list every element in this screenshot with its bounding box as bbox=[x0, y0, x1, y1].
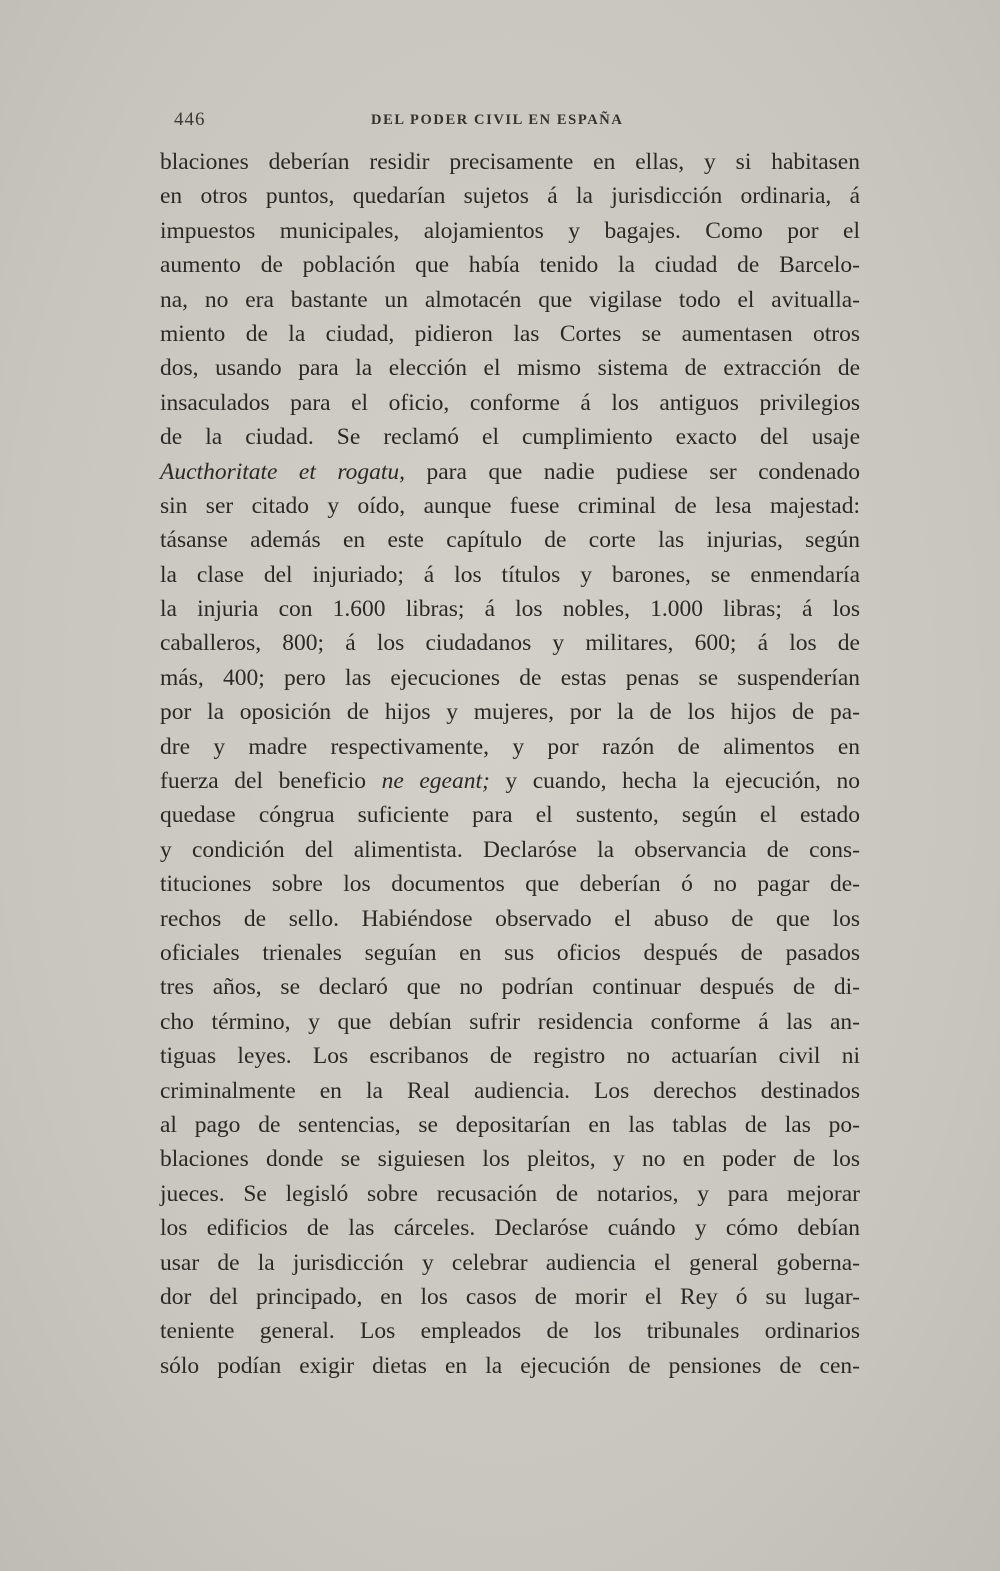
text-segment: y cuando, hecha la ejecución, no bbox=[489, 768, 860, 795]
text-line: caballeros, 800; á los ciudadanos y militares, 600; á los de bbox=[160, 630, 860, 657]
text-line: tituciones sobre los documentos que deberían ó no pagar de- bbox=[160, 871, 860, 898]
page-header bbox=[168, 109, 868, 139]
text-line: blaciones deberían residir precisamente en ellas, y si habitasen bbox=[160, 149, 860, 175]
text-line: cho término, y que debían sufrir residencia conforme á las an- bbox=[160, 1008, 860, 1035]
text-line: de la ciudad. Se reclamó el cumplimiento exacto del usaje bbox=[160, 424, 860, 451]
text-line: y condición del alimentista. Declaróse la observancia de cons- bbox=[160, 836, 860, 863]
text-line: en otros puntos, quedarían sujetos á la jurisdicción ordinaria, á bbox=[160, 183, 860, 210]
text-line: al pago de sentencias, se depositarían en las tablas de las po- bbox=[160, 1111, 860, 1138]
text-line: los edificios de las cárceles. Declaróse cuándo y cómo debían bbox=[160, 1215, 860, 1242]
text-line bbox=[160, 455, 860, 489]
text-line: blaciones donde se siguiesen los pleitos, y no en poder de los bbox=[160, 1146, 860, 1173]
text-line bbox=[160, 764, 860, 798]
text-line: tres años, se declaró que no podrían continuar después de di- bbox=[160, 974, 860, 1001]
running-title: DEL PODER CIVIL EN ESPAÑA bbox=[371, 112, 624, 128]
text-line: teniente general. Los empleados de los tribunales ordinarios bbox=[160, 1318, 860, 1345]
text-line: insaculados para el oficio, conforme á los antiguos privilegios bbox=[160, 389, 860, 416]
text-line: sólo podían exigir dietas en la ejecución de pensiones de cen- bbox=[160, 1352, 860, 1379]
text-line: tásanse además en este capítulo de corte las injurias, según bbox=[160, 527, 860, 554]
text-line: la clase del injuriado; á los títulos y barones, se enmendaría bbox=[160, 561, 860, 588]
text-line: rechos de sello. Habiéndose observado el abuso de que los bbox=[160, 905, 860, 932]
text-line: na, no era bastante un almotacén que vigilase todo el avitualla- bbox=[160, 286, 860, 313]
text-line: más, 400; pero las ejecuciones de estas penas se suspenderían bbox=[160, 664, 860, 691]
text-line: por la oposición de hijos y mujeres, por la de los hijos de pa- bbox=[160, 699, 860, 726]
text-line: dos, usando para la elección el mismo sistema de extracción de bbox=[160, 355, 860, 382]
page-number: 446 bbox=[174, 109, 206, 130]
text-line: usar de la jurisdicción y celebrar audiencia el general goberna- bbox=[160, 1249, 860, 1276]
text-line: dor del principado, en los casos de morir el Rey ó su lugar- bbox=[160, 1283, 860, 1310]
text-segment: para que nadie pudiese ser condenado bbox=[405, 458, 860, 485]
text-line: aumento de población que había tenido la ciudad de Barcelo- bbox=[160, 252, 860, 279]
text-line: miento de la ciudad, pidieron las Cortes se aumentasen otros bbox=[160, 320, 860, 347]
text-line: dre y madre respectivamente, y por razón de alimentos en bbox=[160, 733, 860, 760]
text-line: sin ser citado y oído, aunque fuese criminal de lesa majestad: bbox=[160, 492, 860, 519]
text-line: tiguas leyes. Los escribanos de registro no actuarían civil ni bbox=[160, 1043, 860, 1070]
text-line: impuestos municipales, alojamientos y bagajes. Como por el bbox=[160, 217, 860, 244]
text-segment: fuerza del beneficio bbox=[160, 768, 382, 795]
body-text bbox=[160, 145, 860, 1383]
italic-phrase: Aucthoritate et rogatu, bbox=[160, 458, 406, 485]
text-line: oficiales trienales seguían en sus oficios después de pasados bbox=[160, 939, 860, 966]
text-line: jueces. Se legisló sobre recusación de notarios, y para mejorar bbox=[160, 1180, 860, 1207]
text-line: la injuria con 1.600 libras; á los nobles, 1.000 libras; á los bbox=[160, 596, 860, 623]
text-line: criminalmente en la Real audiencia. Los derechos destinados bbox=[160, 1077, 860, 1104]
italic-phrase: ne egeant; bbox=[381, 768, 490, 795]
text-line: quedase cóngrua suficiente para el sustento, según el estado bbox=[160, 802, 860, 829]
